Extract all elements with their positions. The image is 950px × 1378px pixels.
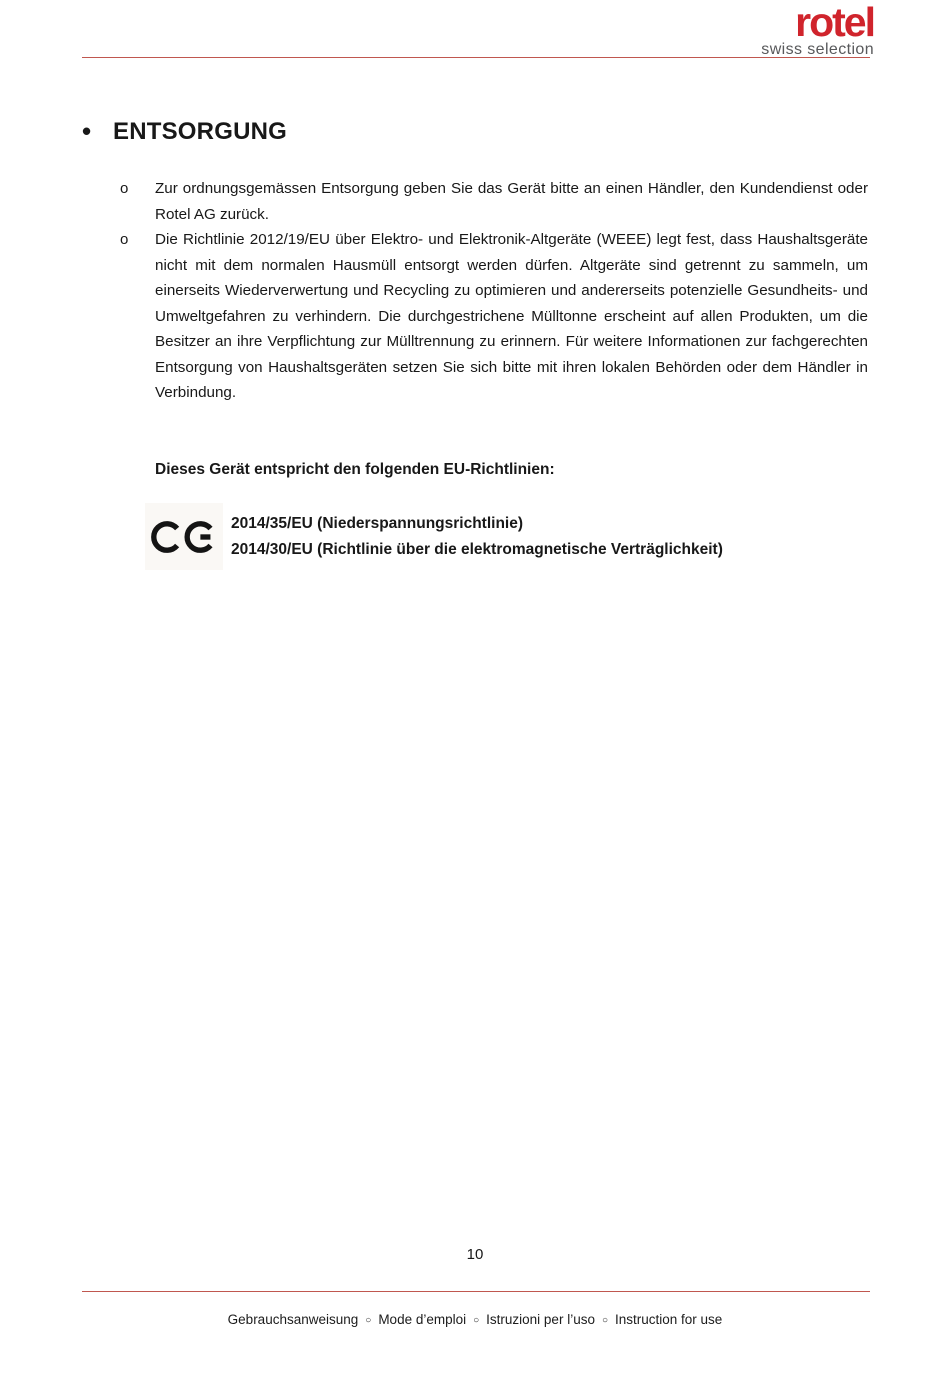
section-title: ENTSORGUNG <box>113 117 288 145</box>
list-item <box>120 176 868 227</box>
directive-line: 2014/30/EU (Richtlinie über die elektromagnetische Verträglichkeit) <box>231 540 723 558</box>
footer-lang-de: Gebrauchsanweisung <box>227 1312 359 1327</box>
circle-bullet-icon: o <box>120 180 129 197</box>
logo-tagline: swiss selection <box>761 40 874 58</box>
footer-lang-en: Instruction for use <box>615 1312 723 1327</box>
header-divider <box>82 57 870 58</box>
logo-brand-text: rotel <box>795 0 874 45</box>
directive-line: 2014/35/EU (Niederspannungsrichtlinie) <box>231 514 524 532</box>
section-heading <box>82 116 287 147</box>
ring-separator-icon: ○ <box>365 1315 372 1326</box>
circle-bullet-icon: o <box>120 231 129 248</box>
ce-compliance-row <box>145 503 723 570</box>
footer-divider <box>82 1291 870 1292</box>
footer-language-bar <box>0 1312 950 1327</box>
footer-lang-fr: Mode d’emploi <box>378 1312 467 1327</box>
page-number: 10 <box>466 1246 484 1263</box>
ring-separator-icon: ○ <box>473 1315 480 1326</box>
footer-lang-it: Istruzioni per l’uso <box>486 1312 595 1327</box>
bullet-icon: • <box>82 116 92 146</box>
list-item-text: Zur ordnungsgemässen Entsorgung geben Sie das Gerät bitte an einen Händler, den Kundendienst oder Rotel AG zurück. <box>155 180 868 223</box>
ring-separator-icon: ○ <box>601 1315 609 1326</box>
list-item <box>120 227 868 406</box>
compliance-intro: Dieses Gerät entspricht den folgenden EU-Richtlinien: <box>155 461 555 478</box>
disposal-list <box>120 176 868 406</box>
ce-mark-box <box>145 503 223 570</box>
ce-mark-icon <box>150 515 218 559</box>
eu-directives <box>231 511 723 563</box>
rotel-logo <box>761 0 874 58</box>
list-item-text: Die Richtlinie 2012/19/EU über Elektro- und Elektronik-Altgeräte (WEEE) legt fest, dass Haushaltsgeräte nicht mit dem normalen Hausmüll entsorgt werden dürfen. Altgeräte sind getrennt zu sammeln, um einerseits Wiederverwertung und Recycling zu optimieren und andererseits potenzielle Gesundheits- und Umweltgefahren zu verhindern. Die durchgestrichene Mülltonne erscheint auf allen Produkten, um die Besitzer an ihre Verpflichtung zur Mülltrennung zu erinnern. Für weitere Informationen zur fachgerechten Entsorgung von Haushaltsgeräten setzen Sie sich bitte mit ihren lokalen Behörden oder dem Händler in Verbindung. <box>155 231 868 401</box>
